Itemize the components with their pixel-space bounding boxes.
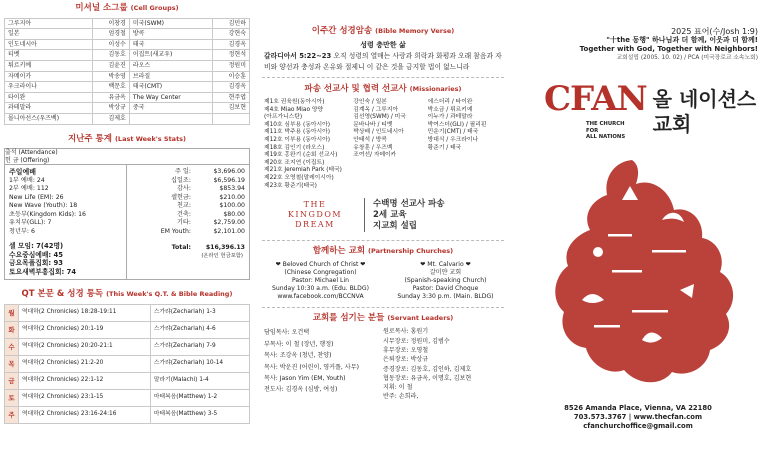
missionary-item: 에스더리 / 타이완: [427, 99, 473, 105]
missionary-item: 박여스더(GLI) / 필리핀: [427, 121, 487, 128]
cell-group-cell: 이집트(새교우): [129, 50, 212, 61]
servant-item: 협동장로: 유금옥, 이명호, 김보현: [383, 374, 472, 382]
cell-group-cell: 김민하: [213, 18, 250, 29]
qt-reading: 스가랴(Zechariah) 10-14: [150, 355, 249, 372]
cell-group-row: [5, 71, 250, 82]
cell-group-cell: 김보현: [213, 103, 250, 114]
cell-group-row: [5, 18, 250, 29]
cell-group-row: [5, 61, 250, 72]
qt-day: 수: [5, 338, 19, 355]
kingdom-dream-logo: THE KINGDOM DREAM: [287, 200, 343, 230]
attendance-item: 1부 예배: 24: [9, 176, 45, 184]
offering-row: 셀헌금: $210.00: [170, 193, 245, 201]
missionary-item: 문바나바 / 티벳: [353, 121, 393, 128]
qt-row: [5, 321, 250, 338]
servant-item: 전도사: 김경옥 (심방, 여성): [264, 386, 338, 394]
cell-group-cell: 김경옥: [213, 82, 250, 93]
cell-group-row: [5, 92, 250, 103]
offering-row: 십일조: $6,596.19: [170, 176, 245, 184]
partner-left: ❤ Beloved Church of Christ ❤ (Chinese Congregation) Pastor: Michael Lin Sunday 10:30 a.m. (Edu. BLDG) www.facebook.com/BCCNVA: [272, 260, 369, 300]
qt-reading: 마태복음(Matthew) 3-5: [150, 406, 249, 423]
missionary-item: 김계옥 / 그루지아: [353, 106, 399, 113]
offering-row: EM Youth: $2,101.00: [160, 227, 245, 235]
attendance-header: 출석 (Attendance): [5, 149, 58, 157]
offering-note: (온라인 헌금포함): [201, 252, 243, 259]
cell-group-cell: The Way Center: [129, 92, 212, 103]
verse-body: 갈라디아서 5:22~23 오직 성령의 열매는 사랑과 희락과 화평과 오래 참음과 자비와 양선과 충성과 온유와 절제니 이 같은 것을 금지할 법이 없느니라: [264, 52, 502, 71]
cell-group-cell: 김제호: [92, 113, 129, 124]
missionary-item: 유창훈 / 우즈벡: [353, 144, 393, 151]
servant-leaders: [258, 327, 508, 401]
heart-icon: ❤: [275, 260, 281, 268]
cell-group-cell: 자메이카: [5, 71, 93, 82]
missions-list: [258, 99, 508, 190]
church-contact: 8526 Amanda Place, Vienna, VA 22180 703.573.3767 | www.thecfan.com cfanchurchoffice@gmail.com: [564, 404, 712, 430]
servant-item: 목사: Jason Yim (EM, Youth): [264, 375, 346, 382]
missionary-item: 제20호 조지연 (이집트): [264, 159, 325, 166]
missionary-item: 제11호 박주용 (동아시아): [264, 129, 330, 136]
qt-day: 금: [5, 372, 19, 389]
servant-item: 증경장로: 김동호, 김인하, 김제호: [383, 365, 472, 373]
missionary-item: 제4호 Miao Miao 양양: [264, 106, 324, 113]
cell-group-cell: 튀르키예: [5, 61, 93, 72]
servant-item: 원로목사: 홍원기: [383, 328, 429, 336]
offering-row: 주 일: $3,696.00: [174, 168, 245, 176]
church-name-kr: 올 네이션스 교회: [652, 87, 757, 136]
cell-group-cell: 라오스: [129, 61, 212, 72]
gathering-item: 셀 모임: 7(42명): [9, 242, 64, 251]
church-brand: [544, 81, 764, 137]
left-column: [4, 0, 250, 466]
missionary-item: 황준기 / 태국: [427, 144, 462, 151]
gathering-item: 금요목폴집회: 93: [9, 259, 63, 268]
motto-block: 2025 표어(수/Josh 1:9) "十the 동행" 하나님과 더 함께, 이웃과 더 함께! Together with God, Together with Neighbors! 교회설립 (2005. 10. 02) / PCA (미국장로교 소속노회): [579, 27, 758, 61]
heart-icon: ❤: [465, 260, 471, 268]
cell-group-cell: 김윤진: [92, 61, 129, 72]
qt-day: 월: [5, 304, 19, 321]
qt-reading: 스가랴(Zechariah) 4-6: [150, 321, 249, 338]
servant-item: 지휘: 이 철: [383, 384, 413, 392]
offering-row: 기타: $2,759.00: [176, 219, 245, 227]
qt-row: [5, 389, 250, 406]
qt-passage: 역대하(2 Chronicles) 18:28-19:11: [19, 304, 151, 321]
qt-row: [5, 338, 250, 355]
qt-reading: 스가랴(Zechariah) 7-9: [150, 338, 249, 355]
cell-group-cell: 이창경: [92, 18, 129, 29]
offering-header: 헌 금 (Offering): [5, 156, 50, 164]
qt-passage: 역대하(2 Chronicles) 21:2-20: [19, 355, 151, 372]
qt-passage: 역대하(2 Chronicles) 23:16-24:16: [19, 406, 151, 423]
missionary-item: (아프가니스탄): [264, 114, 303, 121]
cell-group-cell: 미국(SWM): [129, 18, 212, 29]
cell-group-cell: 백문호: [92, 82, 129, 93]
missionary-item: 민운기(CMT) / 태국: [427, 129, 479, 136]
cell-group-cell: 중국: [129, 103, 212, 114]
attendance-list: [5, 165, 126, 279]
servant-item: 휴무장로: 오영철: [383, 346, 429, 354]
qt-passage: 역대하(2 Chronicles) 20:20-21:1: [19, 338, 151, 355]
qt-passage: 역대하(2 Chronicles) 22:1-12: [19, 372, 151, 389]
missionary-item: 제23호 황준기(태국): [264, 182, 317, 189]
offering-row: 감사: $853.94: [176, 185, 245, 193]
cell-group-cell: 이성수: [92, 39, 129, 50]
kingdom-dream-text: 수백명 선교사 파송 2세 교육 지교회 설립: [373, 198, 445, 231]
cell-group-cell: 엄경철: [92, 29, 129, 40]
qt-day: 주: [5, 406, 19, 423]
partners-title: 함께하는 교회 (Partnership Churches): [312, 246, 454, 257]
cell-group-cell: 우크라이나: [5, 82, 93, 93]
middle-column: [258, 0, 508, 466]
qt-title: QT 본문 & 성경 통독 (This Week's Q.T. & Bible Reading): [21, 289, 233, 300]
attendance-item: New Wave (Youth): 18: [9, 202, 78, 210]
servant-item: 목사: 조강옥 (청년, 찬양): [264, 352, 332, 360]
cell-group-row: [5, 113, 250, 124]
qt-passage: 역대하(2 Chronicles) 20:1-19: [19, 321, 151, 338]
missionary-item: 제19호 홍완기 (순회 선교사): [264, 152, 338, 159]
missionary-item: 박상배 / 인도네시아: [353, 129, 404, 136]
missionary-item: 조여선/ 자메이카: [353, 152, 397, 159]
gathering-item: 토요새벽부흥집회: 74: [9, 267, 77, 276]
partner-right: ❤ Mt. Calvario ❤ 갈미얀 교회 (Spanish-speaking Church) Pastor: David Choque Sunday 3:30 p.m. (Main. BLDG): [397, 260, 494, 300]
missionary-item: 제21호 Jeremiah Park (태국): [264, 167, 342, 174]
cell-group-cell: 인도네시아: [5, 39, 93, 50]
cell-group-row: [5, 82, 250, 93]
servant-item: 목사: 박운진 (어린이, 영커플, 사무): [264, 363, 359, 371]
missionary-item: 김선영(SWM) / 미국: [353, 114, 406, 121]
cell-group-cell: 정현석: [213, 50, 250, 61]
cell-group-row: [5, 103, 250, 114]
servant-item: 시무장로: 정원미, 김범수: [383, 337, 450, 345]
cell-group-cell: 이승훈: [213, 71, 250, 82]
verse-heading: 성령 충만한 삶: [360, 40, 406, 49]
qt-row: [5, 406, 250, 423]
cell-group-cell: 그루지아: [5, 18, 93, 29]
qt-reading: 마태복음(Matthew) 1-2: [150, 389, 249, 406]
heart-icon: ❤: [420, 260, 426, 268]
globe-illustration: [512, 140, 764, 400]
cell-group-cell: 타이완: [5, 92, 93, 103]
kingdom-dream: [274, 198, 508, 232]
cfan-logo: CFAN: [544, 79, 647, 119]
cell-group-cell: 몰니아선스(우즈벡): [5, 113, 93, 124]
attendance-item: 청년부: 6: [9, 227, 35, 235]
cell-group-cell: [213, 113, 250, 124]
qt-day: 화: [5, 321, 19, 338]
missionary-item: 제18호 김인기 (라오스): [264, 144, 325, 151]
verse-title: 이주간 성경암송 (Bible Memory Verse): [311, 26, 455, 36]
servant-item: 반주: 손희라,: [383, 393, 419, 401]
qt-row: [5, 304, 250, 321]
missionary-item: 이누가 / 과테말라: [427, 114, 473, 121]
missionary-item: 강인숙 / 일본: [353, 99, 387, 105]
cell-group-cell: [129, 113, 212, 124]
cell-group-cell: 방콕: [129, 29, 212, 40]
heart-icon: ❤: [360, 260, 366, 268]
cell-group-row: [5, 39, 250, 50]
servants-title: 교회를 섬기는 분들 (Servant Leaders): [312, 312, 454, 323]
qt-passage: 역대하(2 Chronicles) 23:1-15: [19, 389, 151, 406]
offering-row: 친교: $100.00: [176, 202, 245, 210]
qt-reading: 말라기(Malachi) 1-4: [150, 372, 249, 389]
servant-item: 부목사: 이 철 (장년, 행정): [264, 340, 334, 348]
cell-group-cell: 태국: [129, 39, 212, 50]
cell-group-cell: 박상규: [92, 103, 129, 114]
right-column: [512, 0, 764, 466]
missions-title: 파송 선교사 및 협력 선교사 (Missionaries): [304, 84, 462, 95]
missionary-item: 제22호 오영철(말레이시아): [264, 174, 334, 181]
stats-title: 지난주 통계 (Last Week's Stats): [67, 133, 187, 144]
attendance-item: 초등부(Kingdom Kids): 16: [9, 210, 86, 218]
worship-label: 주일예배: [9, 168, 37, 177]
cell-group-cell: 일본: [5, 29, 93, 40]
missionary-item: 안태석 / 방콕: [353, 136, 387, 143]
offering-list: [126, 165, 249, 279]
offering-row: 건축: $80.00: [176, 210, 245, 218]
qt-day: 목: [5, 355, 19, 372]
servant-item: 담임목사: 오건택: [264, 329, 310, 337]
qt-reading: 스가랴(Zechariah) 1-3: [150, 304, 249, 321]
missionary-item: 제12호 이부용 (동아시아): [264, 136, 330, 143]
cell-group-cell: 과테말라: [5, 103, 93, 114]
stats-box: [4, 148, 250, 280]
cell-group-cell: 현주엽: [213, 92, 250, 103]
attendance-item: 2부 예배: 112: [9, 185, 49, 193]
cell-group-row: [5, 29, 250, 40]
partner-churches: [258, 261, 508, 301]
cell-groups-table: [4, 18, 250, 125]
cell-group-cell: 박송영: [92, 71, 129, 82]
cell-group-cell: 태국(CMT): [129, 82, 212, 93]
cell-group-cell: 김경옥: [213, 39, 250, 50]
offering-total: Total: $16,396.13: [171, 244, 245, 252]
cell-group-cell: 강현숙: [213, 29, 250, 40]
qt-row: [5, 372, 250, 389]
cell-group-cell: 티벳: [5, 50, 93, 61]
cell-groups-title: 미셔널 소그룹 (Cell Groups): [75, 3, 179, 13]
cell-group-cell: 유금옥: [92, 92, 129, 103]
cell-group-cell: 김동호: [92, 50, 129, 61]
missionary-item: 방대식 / 우크라이나: [427, 136, 479, 143]
church-name-en: THE CHURCH FOR ALL NATIONS: [586, 121, 626, 140]
attendance-item: 유치부(GLL): 7: [9, 219, 52, 227]
qt-day: 토: [5, 389, 19, 406]
cell-group-cell: 브라질: [129, 71, 212, 82]
qt-table: [4, 304, 250, 424]
qt-row: [5, 355, 250, 372]
attendance-item: New Life (EM): 26: [9, 193, 64, 201]
servant-item: 은퇴장로: 박상규: [383, 356, 429, 364]
gathering-item: 수요중심예배: 45: [9, 250, 63, 259]
missionary-item: 박소금 / 튀르키예: [427, 106, 473, 113]
cell-group-row: [5, 50, 250, 61]
cell-group-cell: 정원미: [213, 61, 250, 72]
missionary-item: 제10호 심부용 (동아시아): [264, 121, 330, 128]
missionary-item: 제1호 권육원(동아시아): [264, 99, 325, 105]
